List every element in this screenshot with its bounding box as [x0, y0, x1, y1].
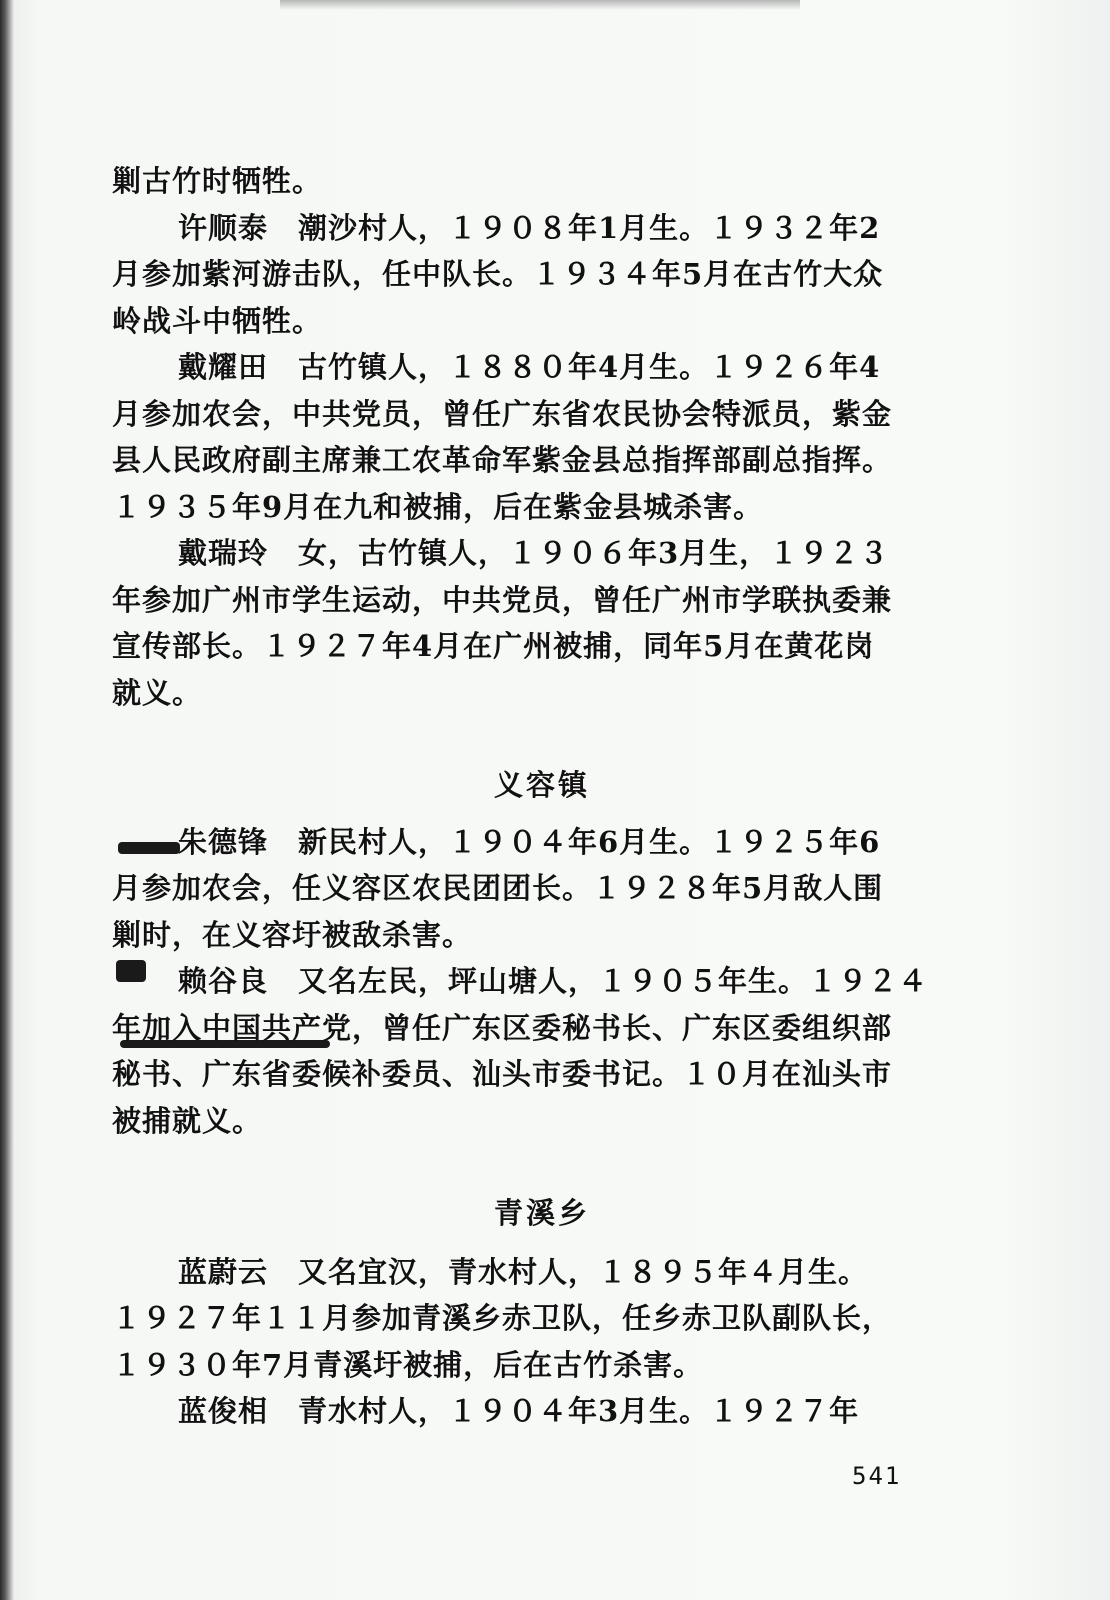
text-line: 朱德锋 新民村人，１９０４年6月生。１９２５年6	[178, 824, 881, 859]
section-gap	[112, 1144, 972, 1190]
text-line: 戴瑞玲 女，古竹镇人，１９０６年3月生，１９２３	[178, 536, 890, 570]
page-left-shadow	[0, 0, 14, 1600]
text-line: 月参加农会，中共党员，曾任广东省农民协会特派员，紫金	[112, 396, 893, 431]
text-line: １９３５年9月在九和被捕，后在紫金县城杀害。	[112, 489, 764, 524]
text-line: 许顺泰 潮沙村人，１９０８年1月生。１９３２年2	[178, 210, 881, 245]
text-line: 秘书、广东省委候补委员、汕头市委书记。１０月在汕头市	[112, 1057, 893, 1091]
text-line: 剿古竹时牺牲。	[112, 164, 323, 198]
text-line: 剿时，在义容圩被敌杀害。	[112, 917, 473, 952]
text-line: 岭战斗中牺牲。	[112, 303, 323, 338]
section-gap	[112, 1237, 972, 1249]
text-line: １９３０年7月青溪圩被捕，后在古竹杀害。	[112, 1347, 704, 1382]
page-top-smudge	[280, 0, 800, 10]
text-line: 年加入中国共产党，曾任广东区委秘书长、广东区委组织部	[112, 1010, 893, 1045]
text-line: 宣传部长。１９２７年4月在广州被捕，同年5月在黄花岗	[112, 629, 875, 663]
text-line: 被捕就义。	[112, 1103, 263, 1138]
text-line: 年参加广州市学生运动，中共党员，曾任广州市学联执委兼	[112, 582, 893, 617]
page-number: 541	[852, 1462, 902, 1490]
text-line: 赖谷良 又名左民，坪山塘人，１９０５年生。１９２４	[178, 964, 929, 998]
section-heading-qingxi: 青溪乡	[493, 1196, 590, 1230]
section-gap	[112, 809, 972, 819]
text-line: 蓝蔚云 又名宜汉，青水村人，１８９５年４月生。	[178, 1254, 869, 1289]
section-gap	[112, 716, 972, 762]
text-line: 县人民政府副主席兼工农革命军紫金县总指挥部副总指挥。	[112, 443, 893, 477]
text-line: 戴耀田 古竹镇人，１８８０年4月生。１９２６年4	[178, 350, 881, 384]
text-line: 月参加紫河游击队，任中队长。１９３４年5月在古竹大众	[112, 257, 884, 291]
text-line: １９２７年１１月参加青溪乡赤卫队，任乡赤卫队副队长，	[112, 1301, 893, 1335]
section-heading-yirong: 义容镇	[493, 768, 590, 802]
text-line: 蓝俊相 青水村人，１９０４年3月生。１９２７年	[178, 1394, 860, 1428]
text-line: 月参加农会，任义容区农民团团长。１９２８年5月敌人围	[112, 871, 884, 905]
text-line: 就义。	[112, 675, 203, 710]
document-body	[112, 158, 972, 1435]
